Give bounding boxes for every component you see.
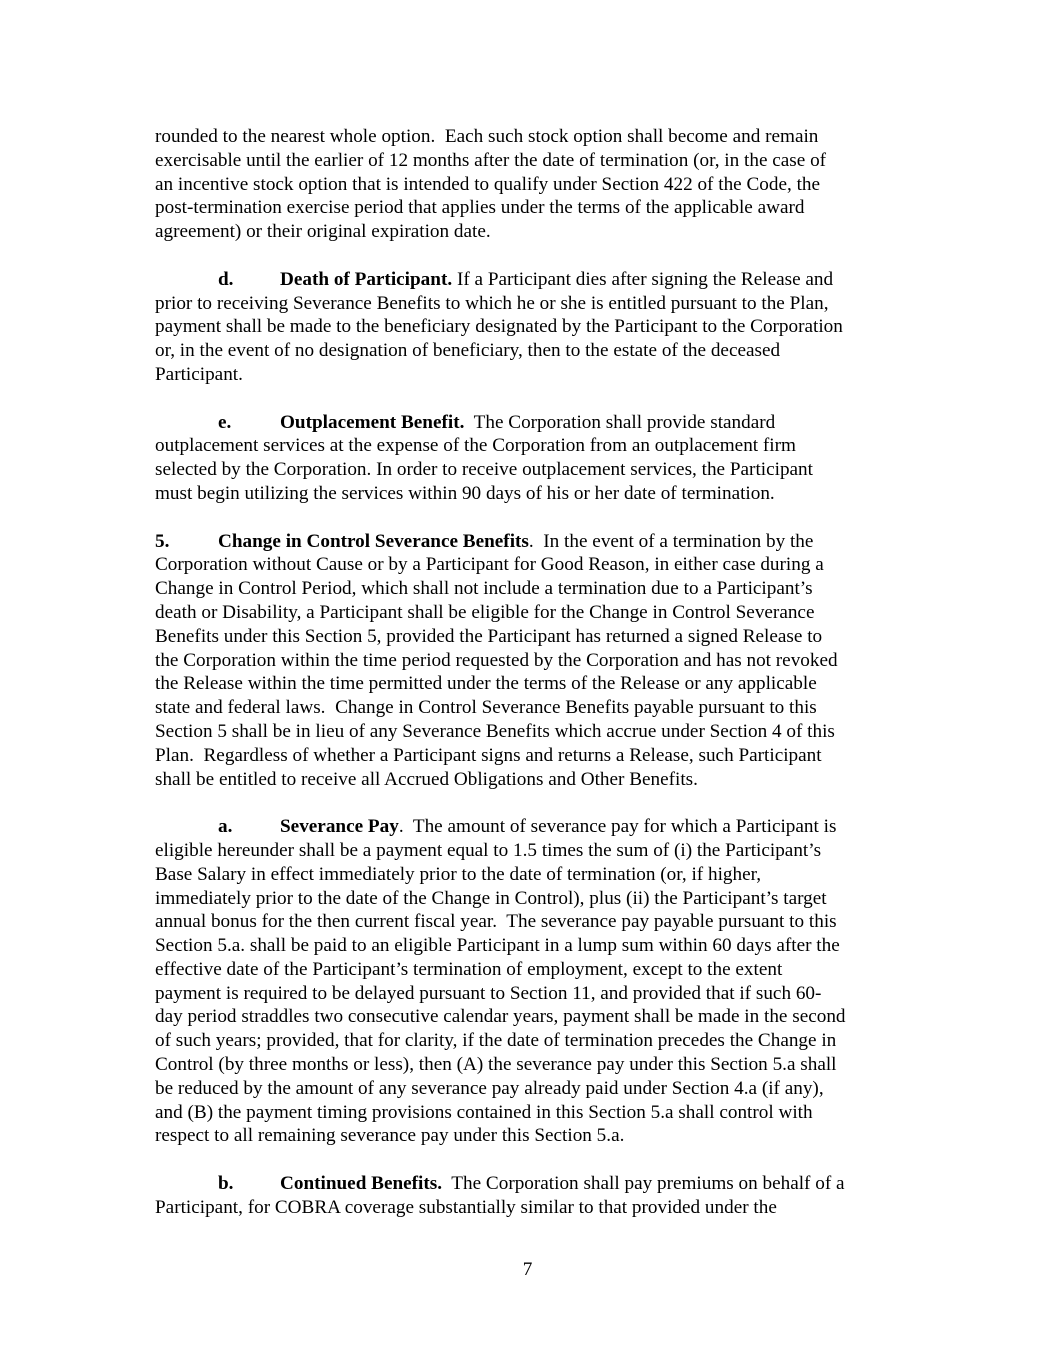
line-text: The Corporation shall pay premiums on behalf of a [442, 1173, 845, 1195]
line-text: Change in Control Period, which shall not include a termination due to a Participant’s [155, 578, 813, 600]
line-text: Participant, for COBRA coverage substantially similar to that provided under the [155, 1196, 777, 1218]
text-line [155, 625, 915, 649]
text-line [155, 696, 915, 720]
section-label: b. [218, 1173, 234, 1195]
paragraph [155, 815, 915, 1148]
paragraph [155, 268, 915, 387]
section-label: a. [218, 816, 233, 838]
line-text: eligible hereunder shall be a payment equal to 1.5 times the sum of (i) the Participant’s [155, 839, 822, 861]
text-line [155, 649, 915, 673]
section-heading: Continued Benefits. [280, 1173, 443, 1195]
document-body [155, 125, 915, 1243]
text-line [155, 1077, 915, 1101]
line-text: or, in the event of no designation of beneficiary, then to the estate of the deceased [155, 340, 781, 362]
section-heading: Death of Participant. [280, 268, 453, 290]
line-text: The amount of severance pay for which a Participant is [403, 816, 837, 838]
text-line [155, 292, 915, 316]
text-line [155, 125, 915, 149]
line-text: death or Disability, a Participant shall be eligible for the Change in Control Severance [155, 601, 815, 623]
line-text: outplacement services at the expense of the Corporation from an outplacement firm [155, 435, 796, 457]
text-line [155, 220, 915, 244]
line-text: The Corporation shall provide standard [464, 411, 776, 433]
line-text: prior to receiving Severance Benefits to which he or she is entitled pursuant to the Plan, [155, 292, 829, 314]
text-line [155, 434, 915, 458]
section-heading: Outplacement Benefit. [280, 411, 465, 433]
text-line [155, 553, 915, 577]
line-text: and (B) the payment timing provisions contained in this Section 5.a shall control with [155, 1101, 813, 1123]
text-line [155, 720, 915, 744]
line-text: rounded to the nearest whole option. Each such stock option shall become and remain [155, 126, 819, 147]
line-text: annual bonus for the then current fiscal year. The severance pay payable pursuant to this [155, 911, 837, 933]
text-line [155, 1196, 915, 1220]
text-line [155, 1172, 915, 1196]
section-heading: Change in Control Severance Benefits [218, 530, 529, 552]
text-line [155, 887, 915, 911]
text-line [155, 196, 915, 220]
text-line [155, 815, 915, 839]
line-text: respect to all remaining severance pay under this Section 5.a. [155, 1125, 625, 1147]
text-line [155, 577, 915, 601]
line-text: state and federal laws. Change in Control Severance Benefits payable pursuant to this [155, 697, 817, 719]
text-line [155, 482, 915, 506]
line-text: the Release within the time permitted under the terms of the Release or any applicable [155, 673, 817, 695]
line-text: Control (by three months or less), then (A) the severance pay under this Section 5.a shall [155, 1054, 837, 1076]
line-text: of such years; provided, that for clarity, if the date of termination precedes the Change in [155, 1030, 837, 1052]
text-line [155, 982, 915, 1006]
text-line [155, 1101, 915, 1125]
text-line [155, 768, 915, 792]
line-text: Corporation without Cause or by a Participant for Good Reason, in either case during a [155, 554, 824, 576]
line-text: Section 5 shall be in lieu of any Severance Benefits which accrue under Section 4 of this [155, 720, 835, 742]
text-line [155, 1124, 915, 1148]
page-number: 7 [522, 1259, 533, 1280]
text-line [155, 268, 915, 292]
line-text: immediately prior to the date of the Change in Control), plus (ii) the Participant’s target [155, 887, 827, 909]
paragraph [155, 125, 915, 244]
line-text: Plan. Regardless of whether a Participant signs and returns a Release, such Participant [155, 744, 822, 766]
paragraph [155, 411, 915, 506]
line-text: be reduced by the amount of any severance pay already paid under Section 4.a (if any), [155, 1077, 824, 1099]
text-line [155, 910, 915, 934]
line-text: If a Participant dies after signing the Release and [452, 268, 834, 290]
text-line [155, 601, 915, 625]
paragraph [155, 530, 915, 792]
line-text: Benefits under this Section 5, provided the Participant has returned a signed Release to [155, 625, 823, 647]
text-line [155, 934, 915, 958]
heading-punctuation: . [398, 816, 404, 838]
line-text: post-termination exercise period that applies under the terms of the applicable award [155, 197, 805, 219]
line-text: selected by the Corporation. In order to receive outplacement services, the Participant [155, 459, 813, 481]
text-line [155, 744, 915, 768]
section-label: e. [218, 411, 232, 433]
line-text: shall be entitled to receive all Accrued Obligations and Other Benefits. [155, 768, 698, 790]
text-line [155, 149, 915, 173]
text-line [155, 458, 915, 482]
line-text: exercisable until the earlier of 12 months after the date of termination (or, in the case of [155, 149, 827, 171]
line-text: In the event of a termination by the [533, 530, 814, 552]
line-text: day period straddles two consecutive calendar years, payment shall be made in the second [155, 1006, 846, 1028]
text-line [155, 1053, 915, 1077]
text-line [155, 363, 915, 387]
text-line [155, 315, 915, 339]
line-text: Section 5.a. shall be paid to an eligible Participant in a lump sum within 60 days after the [155, 935, 840, 957]
text-line [155, 1029, 915, 1053]
line-text: payment shall be made to the beneficiary designated by the Participant to the Corporation [155, 316, 843, 338]
text-line [155, 173, 915, 197]
line-text: Participant. [155, 363, 243, 385]
line-text: an incentive stock option that is intended to qualify under Section 422 of the Code, the [155, 173, 821, 195]
paragraph [155, 1172, 915, 1220]
section-label: 5. [155, 530, 170, 552]
text-line [155, 863, 915, 887]
section-heading: Severance Pay [280, 816, 399, 838]
line-text: must begin utilizing the services within 90 days of his or her date of termination. [155, 482, 775, 504]
text-line [155, 958, 915, 982]
line-text: agreement) or their original expiration date. [155, 221, 491, 243]
text-line [155, 411, 915, 435]
section-label: d. [218, 268, 234, 290]
text-line [155, 839, 915, 863]
text-line [155, 339, 915, 363]
line-text: payment is required to be delayed pursuant to Section 11, and provided that if such 60- [155, 982, 822, 1004]
text-line [155, 672, 915, 696]
text-line [155, 1005, 915, 1029]
line-text: effective date of the Participant’s termination of employment, except to the extent [155, 958, 783, 980]
text-line [155, 530, 915, 554]
line-text: the Corporation within the time period requested by the Corporation and has not revoked [155, 649, 838, 671]
line-text: Base Salary in effect immediately prior to the date of termination (or, if higher, [155, 863, 762, 885]
heading-punctuation: . [528, 530, 534, 552]
